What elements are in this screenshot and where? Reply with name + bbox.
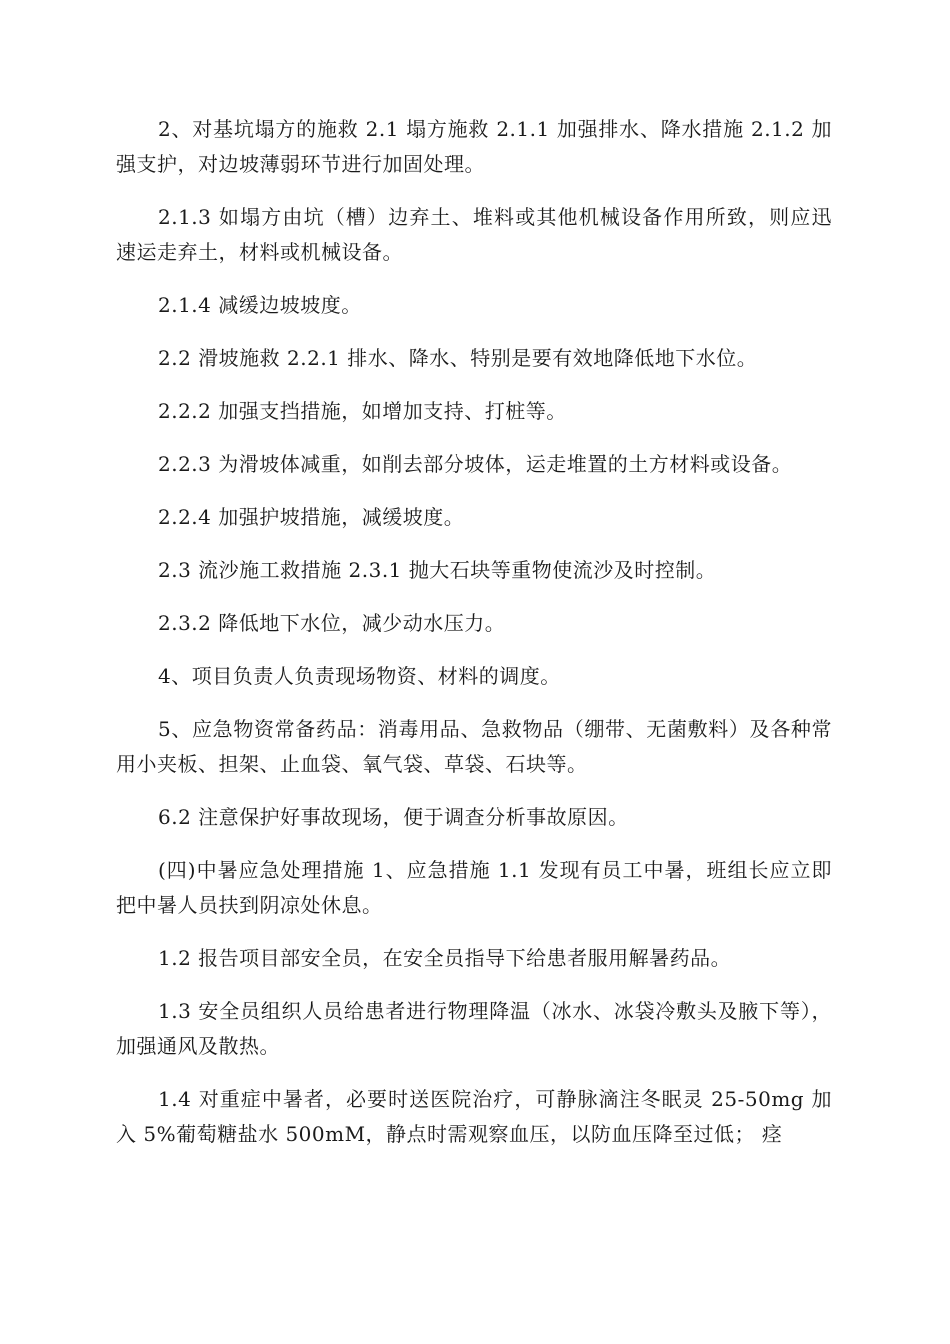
paragraph: 5、应急物资常备药品：消毒用品、急救物品（绷带、无菌敷料）及各种常用小夹板、担架、止血袋、氧气袋、草袋、石块等。 — [116, 717, 832, 776]
paragraph: 2.2.3 为滑坡体减重，如削去部分坡体，运走堆置的土方材料或设备。 — [158, 452, 793, 476]
paragraph: 2.2.4 加强护坡措施，减缓坡度。 — [158, 505, 465, 529]
paragraph: 6.2 注意保护好事故现场，便于调查分析事故原因。 — [158, 805, 629, 829]
paragraph: 2.1.3 如塌方由坑（槽）边弃土、堆料或其他机械设备作用所致，则应迅速运走弃土，材料或机械设备。 — [116, 205, 832, 264]
paragraph: 1.3 安全员组织人员给患者进行物理降温（冰水、冰袋冷敷头及腋下等），加强通风及散热。 — [116, 999, 832, 1058]
paragraph: 2.3.2 降低地下水位，减少动水压力。 — [158, 611, 506, 635]
paragraph: 1.2 报告项目部安全员，在安全员指导下给患者服用解暑药品。 — [158, 946, 732, 970]
paragraph: (四)中暑应急处理措施 1、应急措施 1.1 发现有员工中暑，班组长应立即把中暑人员扶到阴凉处休息。 — [116, 858, 832, 917]
paragraph: 4、项目负责人负责现场物资、材料的调度。 — [158, 664, 561, 688]
paragraph: 2.1.4 减缓边坡坡度。 — [158, 293, 362, 317]
paragraph: 2.3 流沙施工救措施 2.3.1 抛大石块等重物使流沙及时控制。 — [158, 558, 717, 582]
paragraph: 1.4 对重症中暑者，必要时送医院治疗，可静脉滴注冬眠灵 25-50mg 加入 5%葡萄糖盐水 500mM，静点时需观察血压，以防血压降至过低； 痉 — [116, 1087, 832, 1146]
document-body — [116, 112, 832, 1170]
paragraph: 2.2 滑坡施救 2.2.1 排水、降水、特别是要有效地降低地下水位。 — [158, 346, 758, 370]
paragraph: 2、对基坑塌方的施救 2.1 塌方施救 2.1.1 加强排水、降水措施 2.1.2 加强支护，对边坡薄弱环节进行加固处理。 — [116, 117, 832, 176]
paragraph: 2.2.2 加强支挡措施，如增加支持、打桩等。 — [158, 399, 567, 423]
